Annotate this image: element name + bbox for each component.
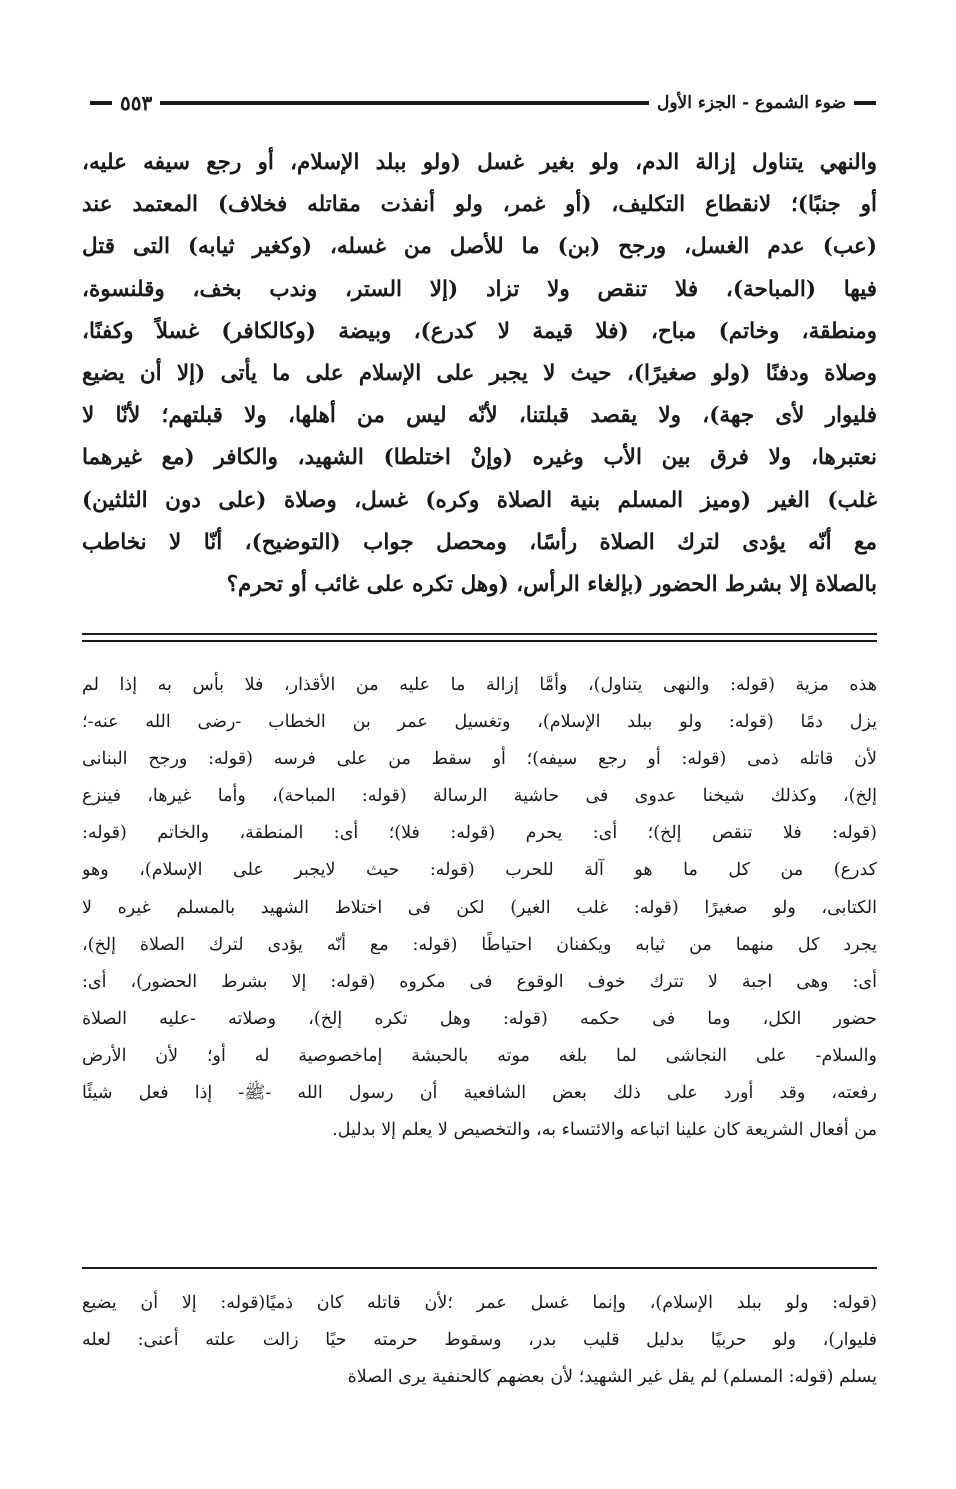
commentary-line: إلخ)، وكذلك شيخنا عدوى فى حاشية الرسالة (قوله: المباحة)، وأما غيرها، فينزع [82, 786, 877, 807]
footnote-rule [82, 1267, 877, 1269]
main-text-line: بالصلاة إلا بشرط الحضور (بإلغاء الرأس، (وهل تكره على غائب أو تحرم؟ [226, 572, 877, 598]
commentary-line: يزل دمًا (قوله: ولو ببلد الإسلام)، وتغسيل عمر بن الخطاب -رضى الله عنه-؛ [82, 712, 877, 733]
commentary-line: والسلام- على النجاشى لما بلغه موته بالحبشة إماخصوصية له أو؛ لأن الأرض [82, 1045, 877, 1066]
commentary-line: كدرع) من كل ما هو آلة للحرب (قوله: حيث لايجبر على الإسلام)، وهو [82, 860, 877, 881]
main-text-line: أو جنبًا)؛ لانقطاع التكليف، (أو غمر، ولو أنفذت مقاتله فخلاف) المعتمد عند [82, 192, 877, 218]
footnote-line: فليوار)، ولو حربيًا بدليل قليب بدر، وسقوط حرمته حيًا زالت علته أعنى: لعله [82, 1330, 877, 1351]
book-title: ضوء الشموع - الجزء الأول [657, 93, 846, 113]
commentary-line: لأن قاتله ذمى (قوله: أو رجع سيفه)؛ أو سقط من على فرسه (قوله: ورجح البنانى [82, 749, 877, 770]
header-rule-right [854, 101, 876, 105]
main-text-line: نعتبرها، ولا فرق بين الأب وغيره (وإنْ اختلطا) الشهيد، والكافر (مع غيرهما [82, 445, 877, 471]
footnote-line: (قوله: ولو ببلد الإسلام)، وإنما غسل عمر ؛لأن قاتله كان ذميًا(قوله: إلا أن يضيع [82, 1293, 877, 1313]
commentary-line: أى: وهى اجبة لا تترك خوف الوقوع فى مكروه (قوله: إلا بشرط الحضور)، أى: [82, 971, 877, 992]
header-rule [160, 101, 649, 105]
main-text-line: والنهي يتناول إزالة الدم، ولو بغير غسل (ولو ببلد الإسلام، أو رجع سيفه عليه، [82, 150, 877, 175]
main-text-line: ومنطقة، وخاتم) مباح، (فلا قيمة لا كدرع)، وبيضة (وكالكافر) غسلاً وكفنًا، [82, 318, 877, 344]
double-rule-top [82, 633, 877, 635]
commentary-text [82, 667, 877, 1149]
main-text-line: وصلاة ودفنًا (ولو صغيرًا)، حيث لا يجبر على الإسلام على ما يأتى (إلا أن يضيع [82, 361, 877, 387]
main-text-line: غلب) الغير (وميز المسلم بنية الصلاة وكره) غسل، وصلاة (على دون الثلثين) [82, 487, 877, 513]
commentary-line: رفعته، وقد أورد على ذلك بعض الشافعية أن رسول الله -ﷺ- إذا فعل شيئًا [82, 1083, 877, 1104]
main-text [82, 142, 877, 606]
main-text-line: فيها (المباحة)، فلا تنقص ولا تزاد (إلا الستر، وندب بخف، وقلنسوة، [82, 276, 877, 302]
main-text-line: فليوار لأى جهة)، ولا يقصد قبلتنا، لأنّه ليس من أهلها، ولا قبلتهم؛ لأنّا لا [82, 403, 877, 429]
main-text-line: (عب) عدم الغسل، ورجح (بن) ما للأصل من غسله، (وكغير ثيابه) التى قتل [82, 234, 877, 260]
footnotes-text [82, 1285, 877, 1396]
commentary-line: الكتابى، ولو صغيرًا (قوله: غلب الغير) لكن فى اختلاط الشهيد بالمسلم غيره لا [82, 897, 877, 918]
main-text-line: مع أنّه يؤدى لترك الصلاة رأسًا، ومحصل جواب (التوضيح)، أنّا لا نخاطب [82, 529, 877, 555]
running-header [90, 88, 876, 118]
header-rule-left [90, 101, 112, 105]
commentary-line: هذه مزية (قوله: والنهى يتناول)، وأمَّا إزالة ما عليه من الأقذار، فلا بأس به إذا لم [82, 675, 877, 695]
commentary-line: حضور الكل، وما فى حكمه (قوله: وهل تكره إلخ)، وصلاته -عليه الصلاة [82, 1008, 877, 1029]
commentary-line: يجرد كل منهما من ثيابه ويكفنان احتياطًا (قوله: مع أنّه يؤدى لترك الصلاة إلخ)، [82, 934, 877, 955]
page-number: ٥٥٣ [120, 91, 153, 115]
commentary-line: (قوله: فلا تنقص إلخ)؛ أى: يحرم (قوله: فلا)؛ أى: المنطقة، والخاتم (قوله: [82, 823, 877, 844]
double-rule-bottom [82, 640, 877, 642]
footnote-line: يسلم (قوله: المسلم) لم يقل غير الشهيد؛ لأن بعضهم كالحنفية يرى الصلاة [347, 1367, 877, 1388]
commentary-line: من أفعال الشريعة كان علينا اتباعه والائتساء به، والتخصيص لا يعلم إلا بدليل. [332, 1120, 877, 1141]
